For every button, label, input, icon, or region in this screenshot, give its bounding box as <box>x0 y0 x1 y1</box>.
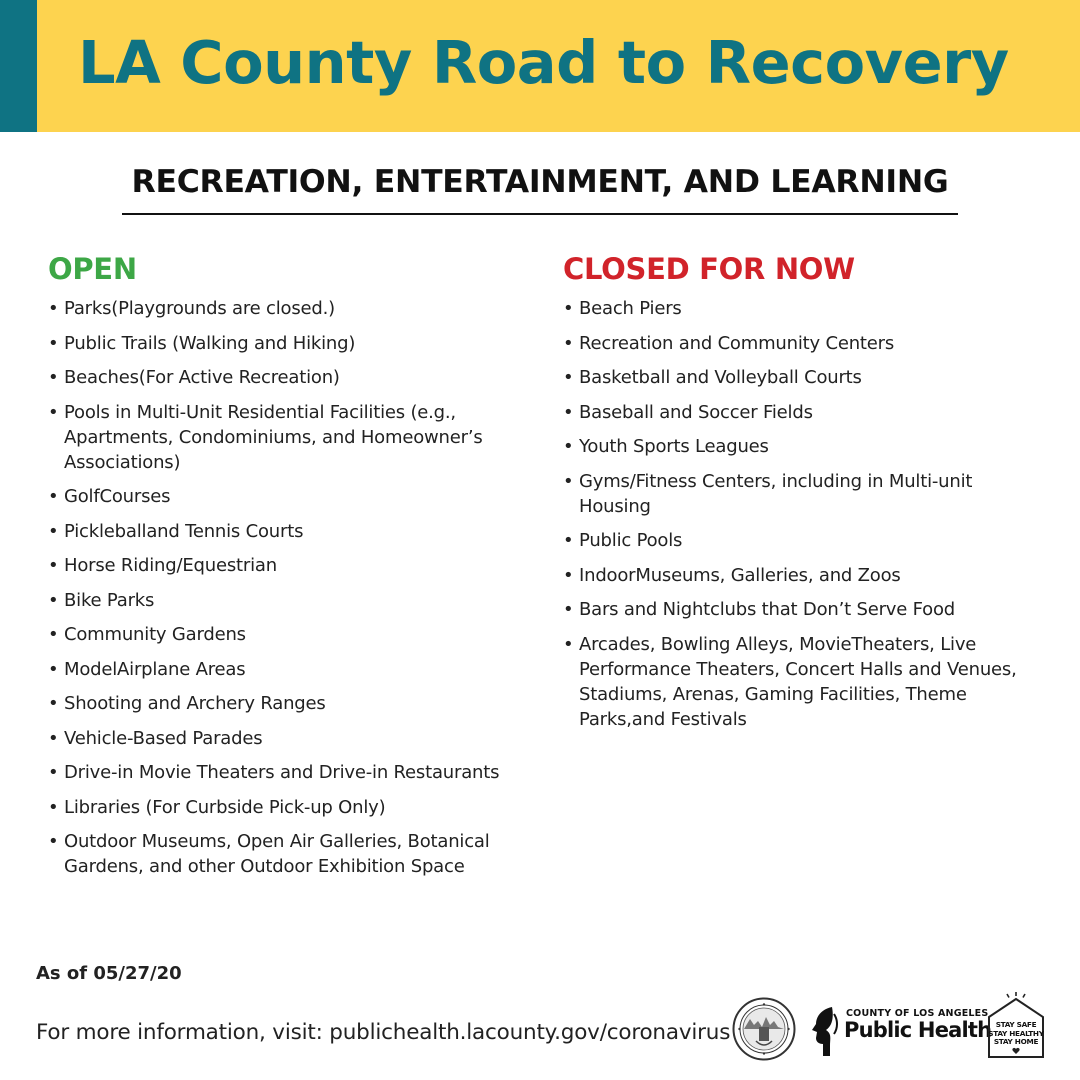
open-list-item: • Parks(Playgrounds are closed.) <box>48 296 548 321</box>
open-list-item: • Pools in Multi-Unit Residential Facilities (e.g., Apartments, Condominiums, and Homeowner’s Associations) <box>48 400 548 475</box>
closed-list-item: • Bars and Nightclubs that Don’t Serve Food <box>563 597 1043 622</box>
open-list-item: • GolfCourses <box>48 484 548 509</box>
closed-list-item: • Gyms/Fitness Centers, including in Multi-unit Housing <box>563 469 1043 519</box>
open-list-item: • Outdoor Museums, Open Air Galleries, Botanical Gardens, and other Outdoor Exhibition Space <box>48 829 548 879</box>
closed-list-item: • Arcades, Bowling Alleys, MovieTheaters, Live Performance Theaters, Concert Halls and Venues, Stadiums, Arenas, Gaming Facilities, Theme Parks,and Festivals <box>563 632 1043 732</box>
public-health-logo <box>810 1002 992 1058</box>
closed-list <box>563 296 1043 732</box>
open-list-item: • Community Gardens <box>48 622 548 647</box>
as-of-date: As of 05/27/20 <box>36 963 182 984</box>
closed-list-item: • Recreation and Community Centers <box>563 331 1043 356</box>
closed-list-item: • Baseball and Soccer Fields <box>563 400 1043 425</box>
open-heading: OPEN <box>48 252 137 286</box>
open-list-item: • Vehicle-Based Parades <box>48 726 548 751</box>
public-health-county-label: COUNTY OF LOS ANGELES <box>846 1008 989 1019</box>
stay-healthy-label: STAY HEALTHY <box>988 1028 1044 1038</box>
closed-list-item: • Basketball and Volleyball Courts <box>563 365 1043 390</box>
closed-list-item: • Youth Sports Leagues <box>563 434 1043 459</box>
open-list-item: • Bike Parks <box>48 588 548 613</box>
open-list-item: • Libraries (For Curbside Pick-up Only) <box>48 795 548 820</box>
open-list-item: • Beaches(For Active Recreation) <box>48 365 548 390</box>
header-accent-bar <box>0 0 37 132</box>
open-list-item: • Shooting and Archery Ranges <box>48 691 548 716</box>
closed-column <box>563 252 1043 741</box>
stay-home-text <box>988 1021 1044 1047</box>
section-title: RECREATION, ENTERTAINMENT, AND LEARNING <box>131 164 949 200</box>
closed-list-item: • Public Pools <box>563 528 1043 553</box>
page-title: LA County Road to Recovery <box>78 28 1009 97</box>
open-list-item: • Public Trails (Walking and Hiking) <box>48 331 548 356</box>
open-list-item: • Pickleballand Tennis Courts <box>48 519 548 544</box>
open-list <box>48 296 548 879</box>
open-column <box>48 252 548 889</box>
closed-heading: CLOSED FOR NOW <box>563 252 855 286</box>
public-health-profile-icon <box>810 1004 838 1058</box>
header-banner <box>0 0 1080 132</box>
open-list-item: • ModelAirplane Areas <box>48 657 548 682</box>
section-divider <box>122 213 958 215</box>
open-list-item: • Drive-in Movie Theaters and Drive-in Restaurants <box>48 760 548 785</box>
stay-safe-label: STAY SAFE <box>995 1020 1037 1029</box>
public-health-label: Public Health <box>844 1018 992 1042</box>
more-info-link[interactable]: For more information, visit: publichealth.lacounty.gov/coronavirus <box>36 1020 731 1045</box>
closed-list-item: • IndoorMuseums, Galleries, and Zoos <box>563 563 1043 588</box>
county-seal-icon <box>732 997 796 1061</box>
stay-home-badge <box>986 991 1046 1059</box>
closed-list-item: • Beach Piers <box>563 296 1043 321</box>
open-list-item: • Horse Riding/Equestrian <box>48 553 548 578</box>
stay-home-label: STAY HOME <box>993 1037 1039 1047</box>
